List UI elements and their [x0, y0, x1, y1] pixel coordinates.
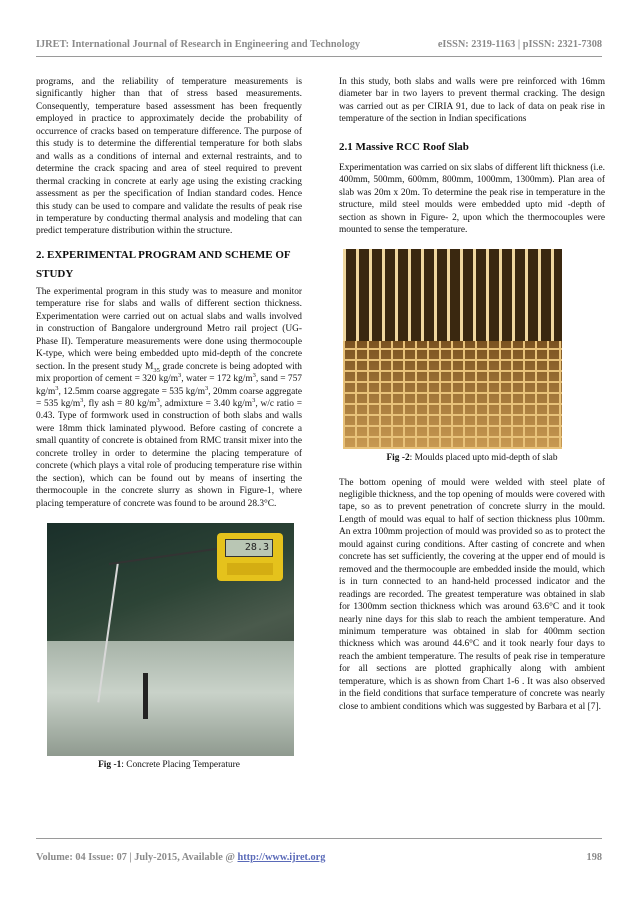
- page-number: 198: [586, 852, 602, 863]
- text-run: , 20mm coarse aggregate = 535 kg/m: [36, 386, 302, 409]
- text-run: , water = 172 kg/m: [181, 374, 253, 385]
- footer-info: [36, 852, 325, 863]
- text-run: The experimental program in this study was to measure and monitor temperature rise for slabs and walls of different section thickness. Experimentation were carried out on actual slabs and walls involved in construction of Bangalore underground Metro rail project (UG-Phase II). Temperature measurements were done using thermocouple K-type, which were being embedded upto mid-depth of the concrete section. In the present study M: [36, 286, 302, 372]
- figure-1-label: Fig -1: [98, 760, 122, 771]
- reinforcement-ceiling: [343, 249, 562, 349]
- volume-text: Volume: 04 Issue: 07 | July-2015, Available @: [36, 852, 238, 863]
- cube-superscript: 3: [156, 396, 160, 404]
- text-run: grade concrete is being adopted with mix proportion of cement = 320 kg/m: [36, 361, 302, 385]
- text-run: , admixture = 3.40 kg/m: [159, 398, 253, 409]
- left-column: [36, 76, 302, 770]
- figure-2-photo: [343, 249, 562, 449]
- figure-1-photo: [47, 523, 294, 756]
- meter-buttons: [227, 563, 273, 575]
- right-column: [339, 76, 605, 713]
- journal-url-link[interactable]: http://www.ijret.org: [237, 852, 326, 863]
- reinforcement-paragraph: In this study, both slabs and walls were pre reinforced with 16mm diameter bar in two layers to prevent thermal cracking. The design was carried out as per CIRIA 91, due to lack of data on peak rise in temperature of the section in Indian specifications: [339, 77, 605, 125]
- footer-rule: [36, 838, 602, 839]
- cube-superscript: 3: [205, 384, 209, 392]
- journal-title: IJRET: International Journal of Research in Engineering and Technology: [36, 39, 361, 50]
- figure-2-caption-text: : Moulds placed upto mid-depth of slab: [409, 452, 558, 463]
- text-run: , fly ash = 80 kg/m: [83, 398, 157, 409]
- meter-display: 28.3: [225, 539, 273, 557]
- temperature-meter: [217, 533, 283, 581]
- intro-paragraph: programs, and the reliability of temperature measurements is significantly higher than that of stress based measurements. Consequently, temperature based assessment has been frequently employed in practice to approximately decide the probability of occurrence of cracks based on temperature difference. The purpose of this study is to determine the differential temperature for both slabs and walls as a conditions of internal and external restraints, and to determine the crack spacing and area of steel required to prevent thermal cracking in concrete at early age using the existing cracking assessment as per the specification of Indian standard codes. Hence this study can be used to compare and validate the results of peak rise in temperature by conducting thermal analysis and modeling that can predict temperature distribution within the structure.: [36, 77, 302, 237]
- thermocouple-wire: [109, 548, 218, 565]
- header-rule: [36, 56, 602, 57]
- section-heading: 2. EXPERIMENTAL PROGRAM AND SCHEME OF STUDY: [36, 248, 291, 280]
- text-run: , 12.5mm coarse aggregate = 535 kg/m: [58, 386, 205, 397]
- figure-2-caption: [339, 453, 605, 463]
- running-header: [36, 39, 602, 53]
- cube-superscript: 3: [252, 371, 256, 379]
- text-run: , sand = 757 kg/m: [36, 374, 302, 397]
- figure-1-caption-text: : Concrete Placing Temperature: [121, 760, 240, 771]
- slab-paragraph: Experimentation was carried on six slabs of different lift thickness (i.e. 400mm, 500mm, 600mm, 800mm, 1000mm, 1300mm). Plan area of slab was 20m x 20m. To determine the peak rise in temperature in the structure, mild steel moulds were embedded upto mid -depth of section as shown in Figure- 2, upon which the thermocouples were mounted to sense the temperature.: [339, 162, 605, 236]
- rebar-grid: [343, 341, 562, 449]
- text-run: , w/c ratio = 0.43. Type of formwork used in construction of both slabs and walls were 18mm thick laminated plywood. Before casting of concrete a small quantity of concrete is obtained from RMC transit mixer into the concrete trolley in order to determine the placing temperature of concrete (which plays a vital role of producing temperature rise within the section), which can be found out by means of inserting the thermocouple in the concrete slurry as shown in Figure-1, where placing temperature of concrete was found to be around 28.3°C.: [36, 398, 302, 509]
- figure-1-caption: [36, 760, 302, 770]
- mould-paragraph: The bottom opening of mould were welded with steel plate of negligible thickness, and the top opening of moulds were covered with tape, so as to prevent penetration of concrete slurry in the mould. Length of mould was equal to half of section thickness plus 100mm. An extra 100mm projection of mould was provided so as to protect the mould against curing conditions. After casting of concrete and when concrete has set sufficiently, the covering at the upper end of mould is removed and the thermocouple are embedded inside the mould, which is in turn connected to an hand-held processed indicator and the readings are recorded. The greatest temperature was obtained in slab for 1300mm section thickness which was around 63.6°C and it took nearly nine days for this slab to reach the ambient temperature. And minimum temperature was obtained in slab for 400mm section thickness which was around 44.6°C and it took nearly four days to reach the ambient temperature. The results of peak rise in temperature for all sections are plotted graphically along with ambient temperature, which is as shown from Chart 1-6 . It was also observed in the field conditions that surface temperature of concrete was nearly close to ambient conditions which was suggested by Barbara et al [7].: [339, 477, 605, 712]
- cube-superscript: 3: [80, 396, 84, 404]
- figure-2-label: Fig -2: [386, 452, 410, 463]
- experimental-paragraph: [36, 286, 302, 510]
- running-footer: [36, 852, 602, 866]
- cube-superscript: 3: [55, 384, 59, 392]
- cube-superscript: 3: [252, 396, 256, 404]
- concrete-surface: [47, 641, 294, 756]
- journal-issn: eISSN: 2319-1163 | pISSN: 2321-7308: [437, 39, 602, 50]
- probe-handle: [143, 673, 148, 719]
- subsection-heading: 2.1 Massive RCC Roof Slab: [339, 140, 469, 153]
- cube-superscript: 3: [178, 371, 182, 379]
- grade-subscript: 35: [153, 366, 160, 374]
